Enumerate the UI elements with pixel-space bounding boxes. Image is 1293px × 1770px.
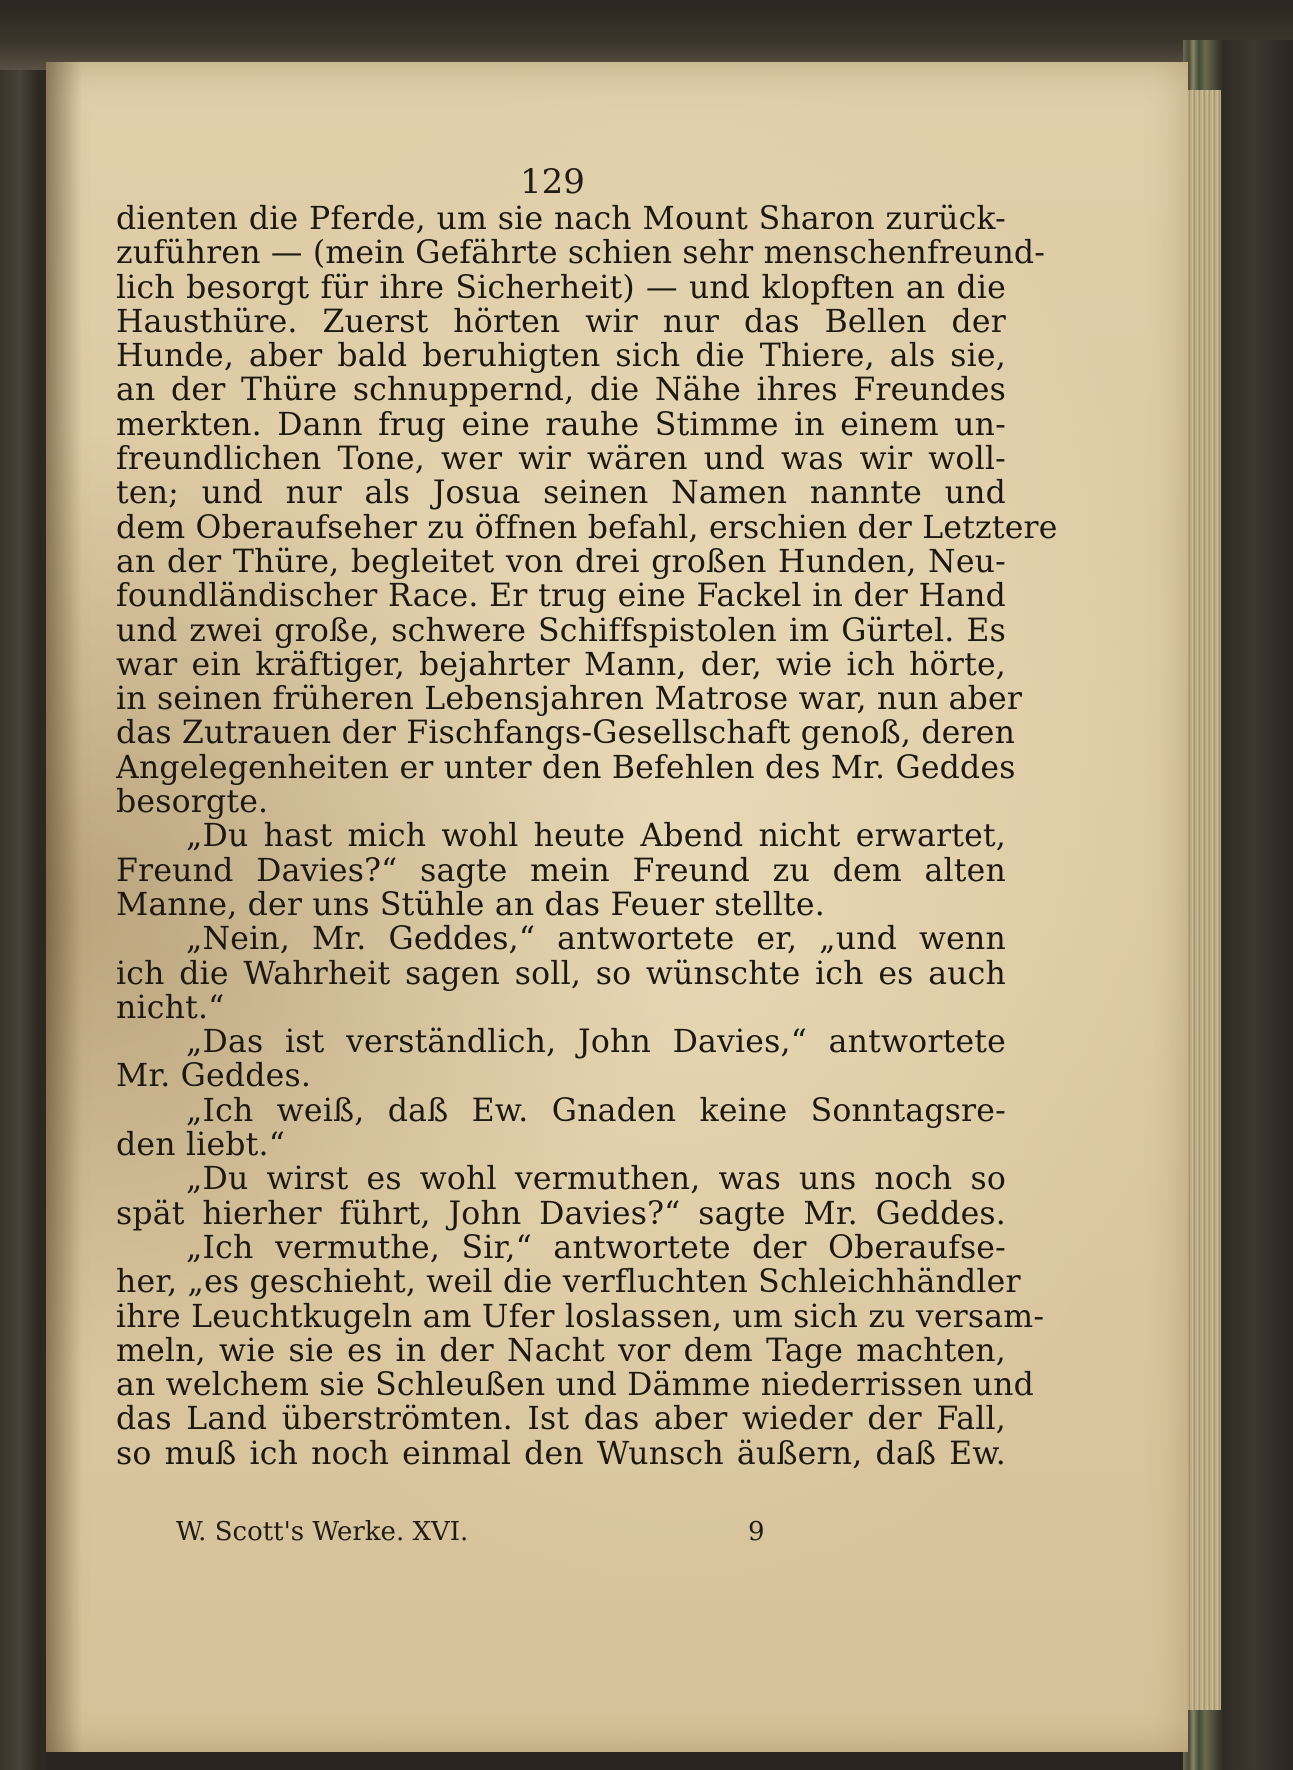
text-line: ich die Wahrheit sagen soll, so wünschte ich es auch [116,955,1006,992]
text-line: „Ich weiß, daß Ew. Gnaden keine Sonntagsre- [186,1092,1006,1129]
text-line: nicht.“ [116,989,225,1026]
text-line: merkten. Dann frug eine rauhe Stimme in einem un- [116,406,1006,443]
footer-sheet-number: 9 [748,1517,765,1547]
text-line: an welchem sie Schleußen und Dämme niederrissen und [116,1367,1034,1404]
text-line: zuführen — (mein Gefährte schien sehr menschenfreund- [116,235,1046,272]
text-line: an der Thüre, begleitet von drei großen Hunden, Neu- [116,543,1006,580]
text-line: „Du wirst es wohl vermuthen, was uns noch so [186,1161,1006,1198]
text-line: war ein kräftiger, bejahrter Mann, der, wie ich hörte, [116,646,1006,683]
cover-board-top [0,0,1293,70]
text-line: den liebt.“ [116,1127,286,1164]
book-page [46,62,1188,1752]
text-line: foundländischer Race. Er trug eine Fackel in der Hand [116,578,1006,615]
text-line: „Das ist verständlich, John Davies,“ antwortete [186,1024,1006,1061]
text-line: das Zutrauen der Fischfangs-Gesellschaft genoß, deren [116,715,1016,752]
text-line: „Du hast mich wohl heute Abend nicht erwartet, [186,818,1006,855]
text-line: „Ich vermuthe, Sir,“ antwortete der Oberaufse- [186,1229,1006,1266]
text-line: Manne, der uns Stühle an das Feuer stellte. [116,886,825,923]
text-line: das Land überströmten. Ist das aber wieder der Fall, [116,1401,1006,1438]
text-line: an der Thüre schnuppernd, die Nähe ihres Freundes [116,372,1006,409]
page-number: 129 [520,162,585,202]
text-line: Hausthüre. Zuerst hörten wir nur das Bellen der [116,303,1006,340]
text-line: und zwei große, schwere Schiffspistolen im Gürtel. Es [116,612,1006,649]
text-line: her, „es geschieht, weil die verfluchten Schleichhändler [116,1264,1021,1301]
text-line: in seinen früheren Lebensjahren Matrose war, nun aber [116,681,1023,718]
text-line: lich besorgt für ihre Sicherheit) — und klopften an die [116,269,1006,306]
text-line: ten; und nur als Josua seinen Namen nannte und [116,475,1006,512]
body-text [116,201,1058,1472]
text-line: dem Oberaufseher zu öffnen befahl, erschien der Letztere [116,509,1058,546]
text-line: „Nein, Mr. Geddes,“ antwortete er, „und wenn [186,921,1006,958]
text-line: so muß ich noch einmal den Wunsch äußern, daß Ew. [116,1435,1006,1472]
text-line: Mr. Geddes. [116,1058,312,1095]
footer-signature: W. Scott's Werke. XVI. [176,1517,469,1547]
text-line: freundlichen Tone, wer wir wären und was wir woll- [116,441,1006,478]
text-line: meln, wie sie es in der Nacht vor dem Tage machten, [116,1332,1006,1369]
text-line: ihre Leuchtkugeln am Ufer loslassen, um sich zu versam- [116,1298,1045,1335]
page-gutter [46,62,82,1752]
text-line: Freund Davies?“ sagte mein Freund zu dem alten [116,852,1006,889]
text-line: besorgte. [116,784,269,821]
text-line: spät hierher führt, John Davies?“ sagte Mr. Geddes. [116,1195,1006,1232]
text-line: dienten die Pferde, um sie nach Mount Sharon zurück- [116,201,1006,237]
text-line: Angelegenheiten er unter den Befehlen des Mr. Geddes [116,749,1016,786]
text-line: Hunde, aber bald beruhigten sich die Thiere, als sie, [116,338,1006,375]
